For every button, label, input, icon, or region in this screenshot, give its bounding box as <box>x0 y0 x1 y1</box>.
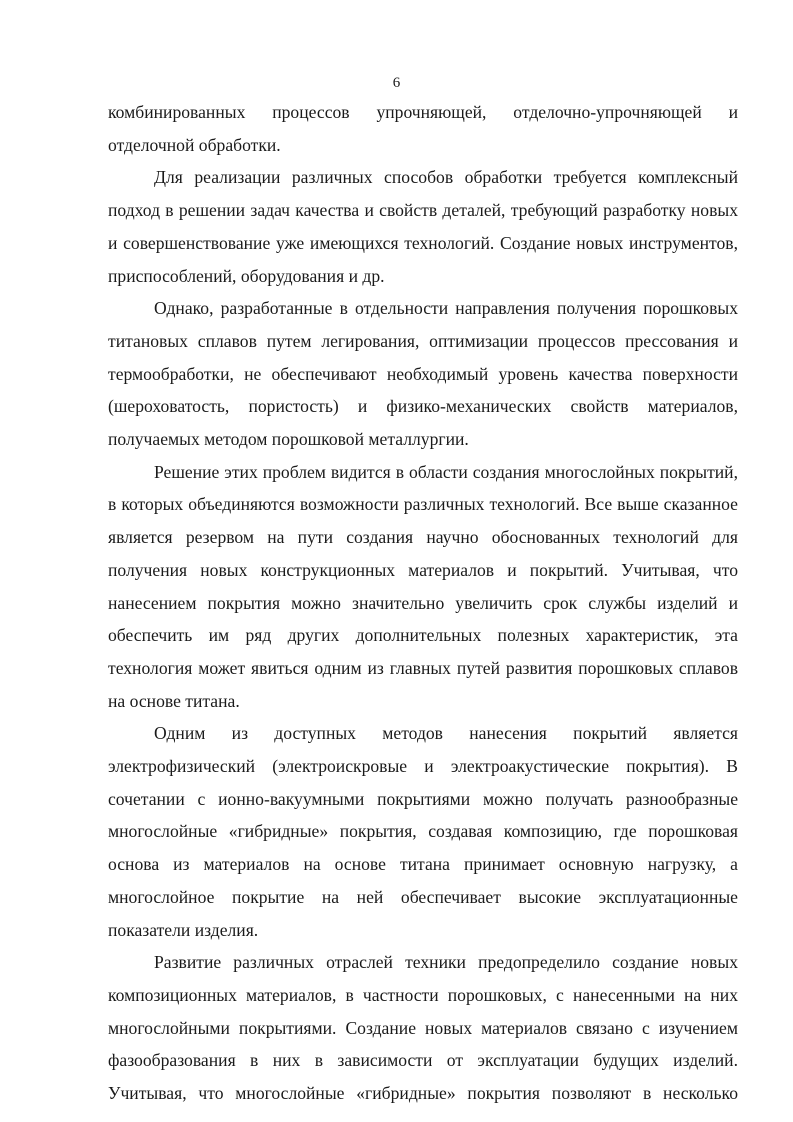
body-text <box>108 96 738 1110</box>
paragraph-composite-materials: Развитие различных отраслей техники предопределило создание новых композиционных материалов, в частности порошковых, с нанесенными на них многослойными покрытиями. Создание новых материалов связано с изучением фазообразования в них в зависимости от эксплуатации будущих изделий. Учитывая, что многослойные «гибридные» покрытия позволяют в несколько <box>108 952 738 1104</box>
paragraph-titanium-alloys: Однако, разработанные в отдельности направления получения порошковых титановых сплавов путем легирования, оптимизации процессов прессования и термообработки, не обеспечивают необходимый уровень качества поверхности (шероховатость, пористость) и физико-механических свойств материалов, получаемых методом порошковой металлургии. <box>108 298 738 450</box>
paragraph-multilayer-coatings: Решение этих проблем видится в области создания многослойных покрытий, в которых объединяются возможности различных технологий. Все выше сказанное является резервом на пути создания научно обоснованных технологий для получения новых конструкционных материалов и покрытий. Учитывая, что нанесением покрытия можно значительно увеличить срок службы изделий и обеспечить им ряд других дополнительных полезных характеристик, эта технология может явиться одним из главных путей развития порошковых сплавов на основе титана. <box>108 461 738 711</box>
paragraph-electrophysical-method: Одним из доступных методов нанесения покрытий является электрофизический (электроискровые и электроакустические покрытия). В сочетании с ионно-вакуумными покрытиями можно получать разнообразные многослойные «гибридные» покрытия, создавая композицию, где порошковая основа из материалов на основе титана принимает основную нагрузку, а многослойное покрытие на ней обеспечивает высокие эксплуатационные показатели изделия. <box>108 723 738 940</box>
paragraph-continuation: комбинированных процессов упрочняющей, отделочно-упрочняющей и отделочной обработки. <box>108 102 738 155</box>
page-number: 6 <box>392 75 401 91</box>
paragraph-processing-methods: Для реализации различных способов обработки требуется комплексный подход в решении задач качества и свойств деталей, требующий разработку новых и совершенствование уже имеющихся технологий. Создание новых инструментов, приспособлений, оборудования и др. <box>108 167 738 286</box>
